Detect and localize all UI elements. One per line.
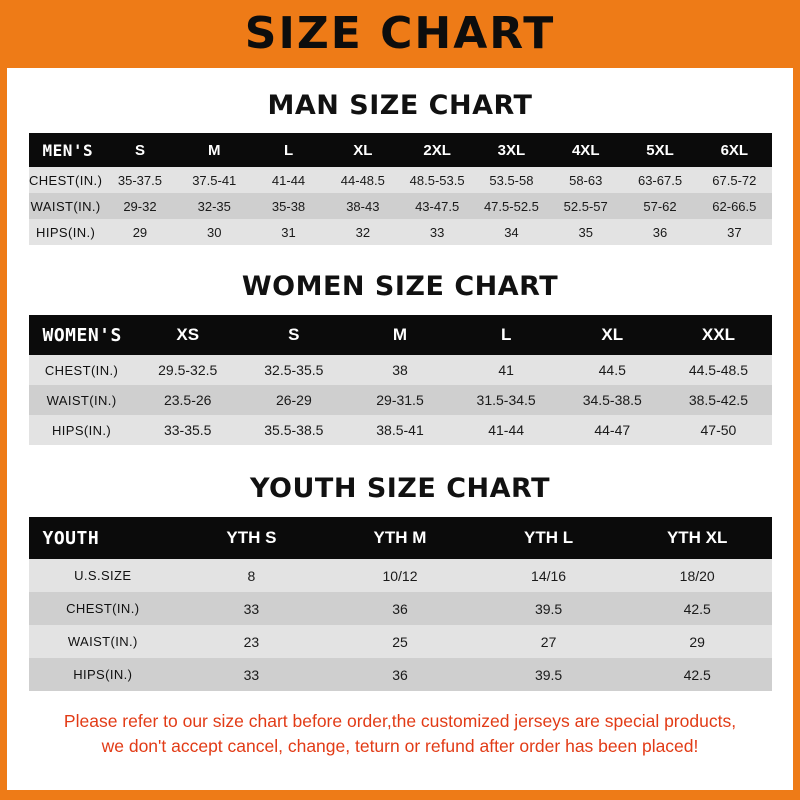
man-col-3xl: 3XL <box>497 141 526 159</box>
man-col-xl: XL <box>353 141 373 159</box>
women-row2-c5: 47-50 <box>700 422 737 438</box>
youth-col-m: YTH M <box>373 528 427 547</box>
youth-col-xl: YTH XL <box>666 528 728 547</box>
women-col-s: S <box>288 325 300 344</box>
man-row1-c1: 32-35 <box>197 198 231 214</box>
women-section-title: WOMEN SIZE CHART <box>241 271 559 302</box>
man-col-5xl: 5XL <box>646 141 674 159</box>
man-row2-c0: 29 <box>132 224 148 240</box>
man-row2-c2: 31 <box>281 224 296 240</box>
man-col-6xl: 6XL <box>720 141 749 159</box>
women-row1-c0: 23.5-26 <box>163 392 212 408</box>
man-row2-label: HIPS(IN.) <box>36 224 96 240</box>
table-row <box>29 415 772 445</box>
youth-row1-c2: 39.5 <box>534 600 563 617</box>
man-row1-c4: 43-47.5 <box>415 198 460 214</box>
youth-row1-label: CHEST(IN.) <box>66 601 140 616</box>
man-row0-c1: 37.5-41 <box>192 172 237 188</box>
women-col-xxl: XXL <box>701 325 735 344</box>
man-row0-c7: 63-67.5 <box>637 172 683 188</box>
youth-row0-label: U.S.SIZE <box>74 568 132 583</box>
man-col-2xl: 2XL <box>423 141 451 159</box>
women-row1-c1: 26-29 <box>275 392 312 408</box>
table-row <box>29 625 772 658</box>
man-row2-c3: 32 <box>355 224 371 240</box>
women-col-l: L <box>500 325 512 344</box>
youth-row1-c3: 42.5 <box>683 600 711 617</box>
women-row1-c4: 34.5-38.5 <box>582 392 642 408</box>
table-row <box>29 559 772 592</box>
youth-row0-c1: 10/12 <box>382 567 418 584</box>
order-policy-line-2: we don't accept cancel, change, teturn or refund after order has been placed! <box>101 736 699 757</box>
man-row2-c8: 37 <box>727 224 742 240</box>
youth-table-body <box>29 559 772 691</box>
women-row1-label: WAIST(IN.) <box>46 392 117 408</box>
man-col-m: M <box>207 141 221 159</box>
youth-row2-c3: 29 <box>689 633 705 650</box>
man-col-l: L <box>283 141 294 159</box>
women-row2-c3: 41-44 <box>488 422 525 438</box>
man-row2-c4: 33 <box>429 224 445 240</box>
man-row2-c1: 30 <box>207 224 222 240</box>
youth-header-row <box>29 517 772 559</box>
women-col-m: M <box>392 325 408 344</box>
women-corner-label: WOMEN'S <box>42 324 122 346</box>
women-row2-c1: 35.5-38.5 <box>264 422 324 438</box>
youth-section-title: YOUTH SIZE CHART <box>249 473 551 504</box>
youth-row3-c2: 39.5 <box>534 666 563 683</box>
table-row <box>29 219 772 245</box>
women-row1-c2: 29-31.5 <box>376 392 424 408</box>
youth-row3-label: HIPS(IN.) <box>73 667 133 682</box>
women-row0-c3: 41 <box>498 362 514 378</box>
women-row0-c0: 29.5-32.5 <box>158 362 218 378</box>
youth-row2-label: WAIST(IN.) <box>67 634 138 649</box>
order-policy-note <box>21 709 779 760</box>
man-row1-c7: 57-62 <box>643 198 677 214</box>
man-row2-c5: 34 <box>504 224 519 240</box>
table-row <box>29 167 772 193</box>
man-row2-c7: 36 <box>652 224 668 240</box>
man-table-body <box>29 167 772 245</box>
women-row0-c1: 32.5-35.5 <box>264 362 324 378</box>
man-row0-c0: 35-37.5 <box>117 172 162 188</box>
man-row0-c2: 41-44 <box>271 172 306 188</box>
order-policy-line-1: Please refer to our size chart before order,the customized jerseys are special products, <box>63 711 737 731</box>
women-size-table <box>29 315 772 445</box>
women-table-body <box>29 355 772 445</box>
youth-row3-c1: 36 <box>392 666 408 683</box>
table-row <box>29 193 772 219</box>
youth-row1-c1: 36 <box>392 600 408 617</box>
bottom-accent-bar <box>0 790 800 800</box>
man-row0-label: CHEST(IN.) <box>28 172 103 188</box>
women-col-xl: XL <box>601 325 624 344</box>
page-banner <box>0 0 800 68</box>
youth-row1-c0: 33 <box>243 600 260 617</box>
table-row <box>29 592 772 625</box>
youth-row2-c2: 27 <box>540 633 557 650</box>
man-row0-c6: 58-63 <box>569 172 603 188</box>
youth-col-s: YTH S <box>226 528 277 547</box>
man-row0-c3: 44-48.5 <box>340 172 385 188</box>
man-row2-c6: 35 <box>578 224 593 240</box>
man-header-row <box>29 133 772 167</box>
man-row1-c3: 38-43 <box>346 198 380 214</box>
women-row0-c5: 44.5-48.5 <box>688 362 748 378</box>
man-col-4xl: 4XL <box>571 141 600 159</box>
women-row2-c0: 33-35.5 <box>163 422 212 438</box>
man-row1-c2: 35-38 <box>271 198 306 214</box>
man-row1-c8: 62-66.5 <box>712 198 757 214</box>
table-row <box>29 355 772 385</box>
youth-row0-c0: 8 <box>247 567 256 584</box>
man-row0-c4: 48.5-53.5 <box>409 172 465 188</box>
youth-table-head <box>29 517 772 559</box>
man-section-title: MAN SIZE CHART <box>267 90 533 121</box>
man-row1-c0: 29-32 <box>123 198 157 214</box>
page-title: SIZE CHART <box>244 8 556 59</box>
man-col-s: S <box>134 141 145 159</box>
youth-col-l: YTH L <box>524 528 574 547</box>
women-row0-c2: 38 <box>392 362 408 378</box>
youth-row3-c3: 42.5 <box>683 666 711 683</box>
man-table-head <box>29 133 772 167</box>
women-row0-c4: 44.5 <box>598 362 626 378</box>
table-row <box>29 658 772 691</box>
table-row <box>29 385 772 415</box>
youth-row3-c0: 33 <box>243 666 260 683</box>
youth-row2-c1: 25 <box>392 633 408 650</box>
youth-row0-c3: 18/20 <box>679 567 715 584</box>
women-row0-label: CHEST(IN.) <box>44 362 119 378</box>
women-row2-label: HIPS(IN.) <box>51 422 112 438</box>
women-col-xs: XS <box>176 325 200 344</box>
man-row1-c6: 52.5-57 <box>563 198 608 214</box>
women-row2-c4: 44-47 <box>594 422 631 438</box>
man-row0-c8: 67.5-72 <box>712 172 757 188</box>
women-table-head <box>29 315 772 355</box>
women-row1-c5: 38.5-42.5 <box>688 392 748 408</box>
man-size-table <box>29 133 772 245</box>
man-row1-label: WAIST(IN.) <box>30 198 101 214</box>
youth-row0-c2: 14/16 <box>531 567 567 584</box>
man-row1-c5: 47.5-52.5 <box>483 198 539 214</box>
youth-corner-label: YOUTH <box>42 527 100 549</box>
women-header-row <box>29 315 772 355</box>
women-row1-c3: 31.5-34.5 <box>476 392 536 408</box>
youth-size-table <box>29 517 772 691</box>
women-row2-c2: 38.5-41 <box>376 422 424 438</box>
youth-row2-c0: 23 <box>243 633 260 650</box>
man-row0-c5: 53.5-58 <box>489 172 534 188</box>
man-corner-label: MEN'S <box>42 140 94 160</box>
